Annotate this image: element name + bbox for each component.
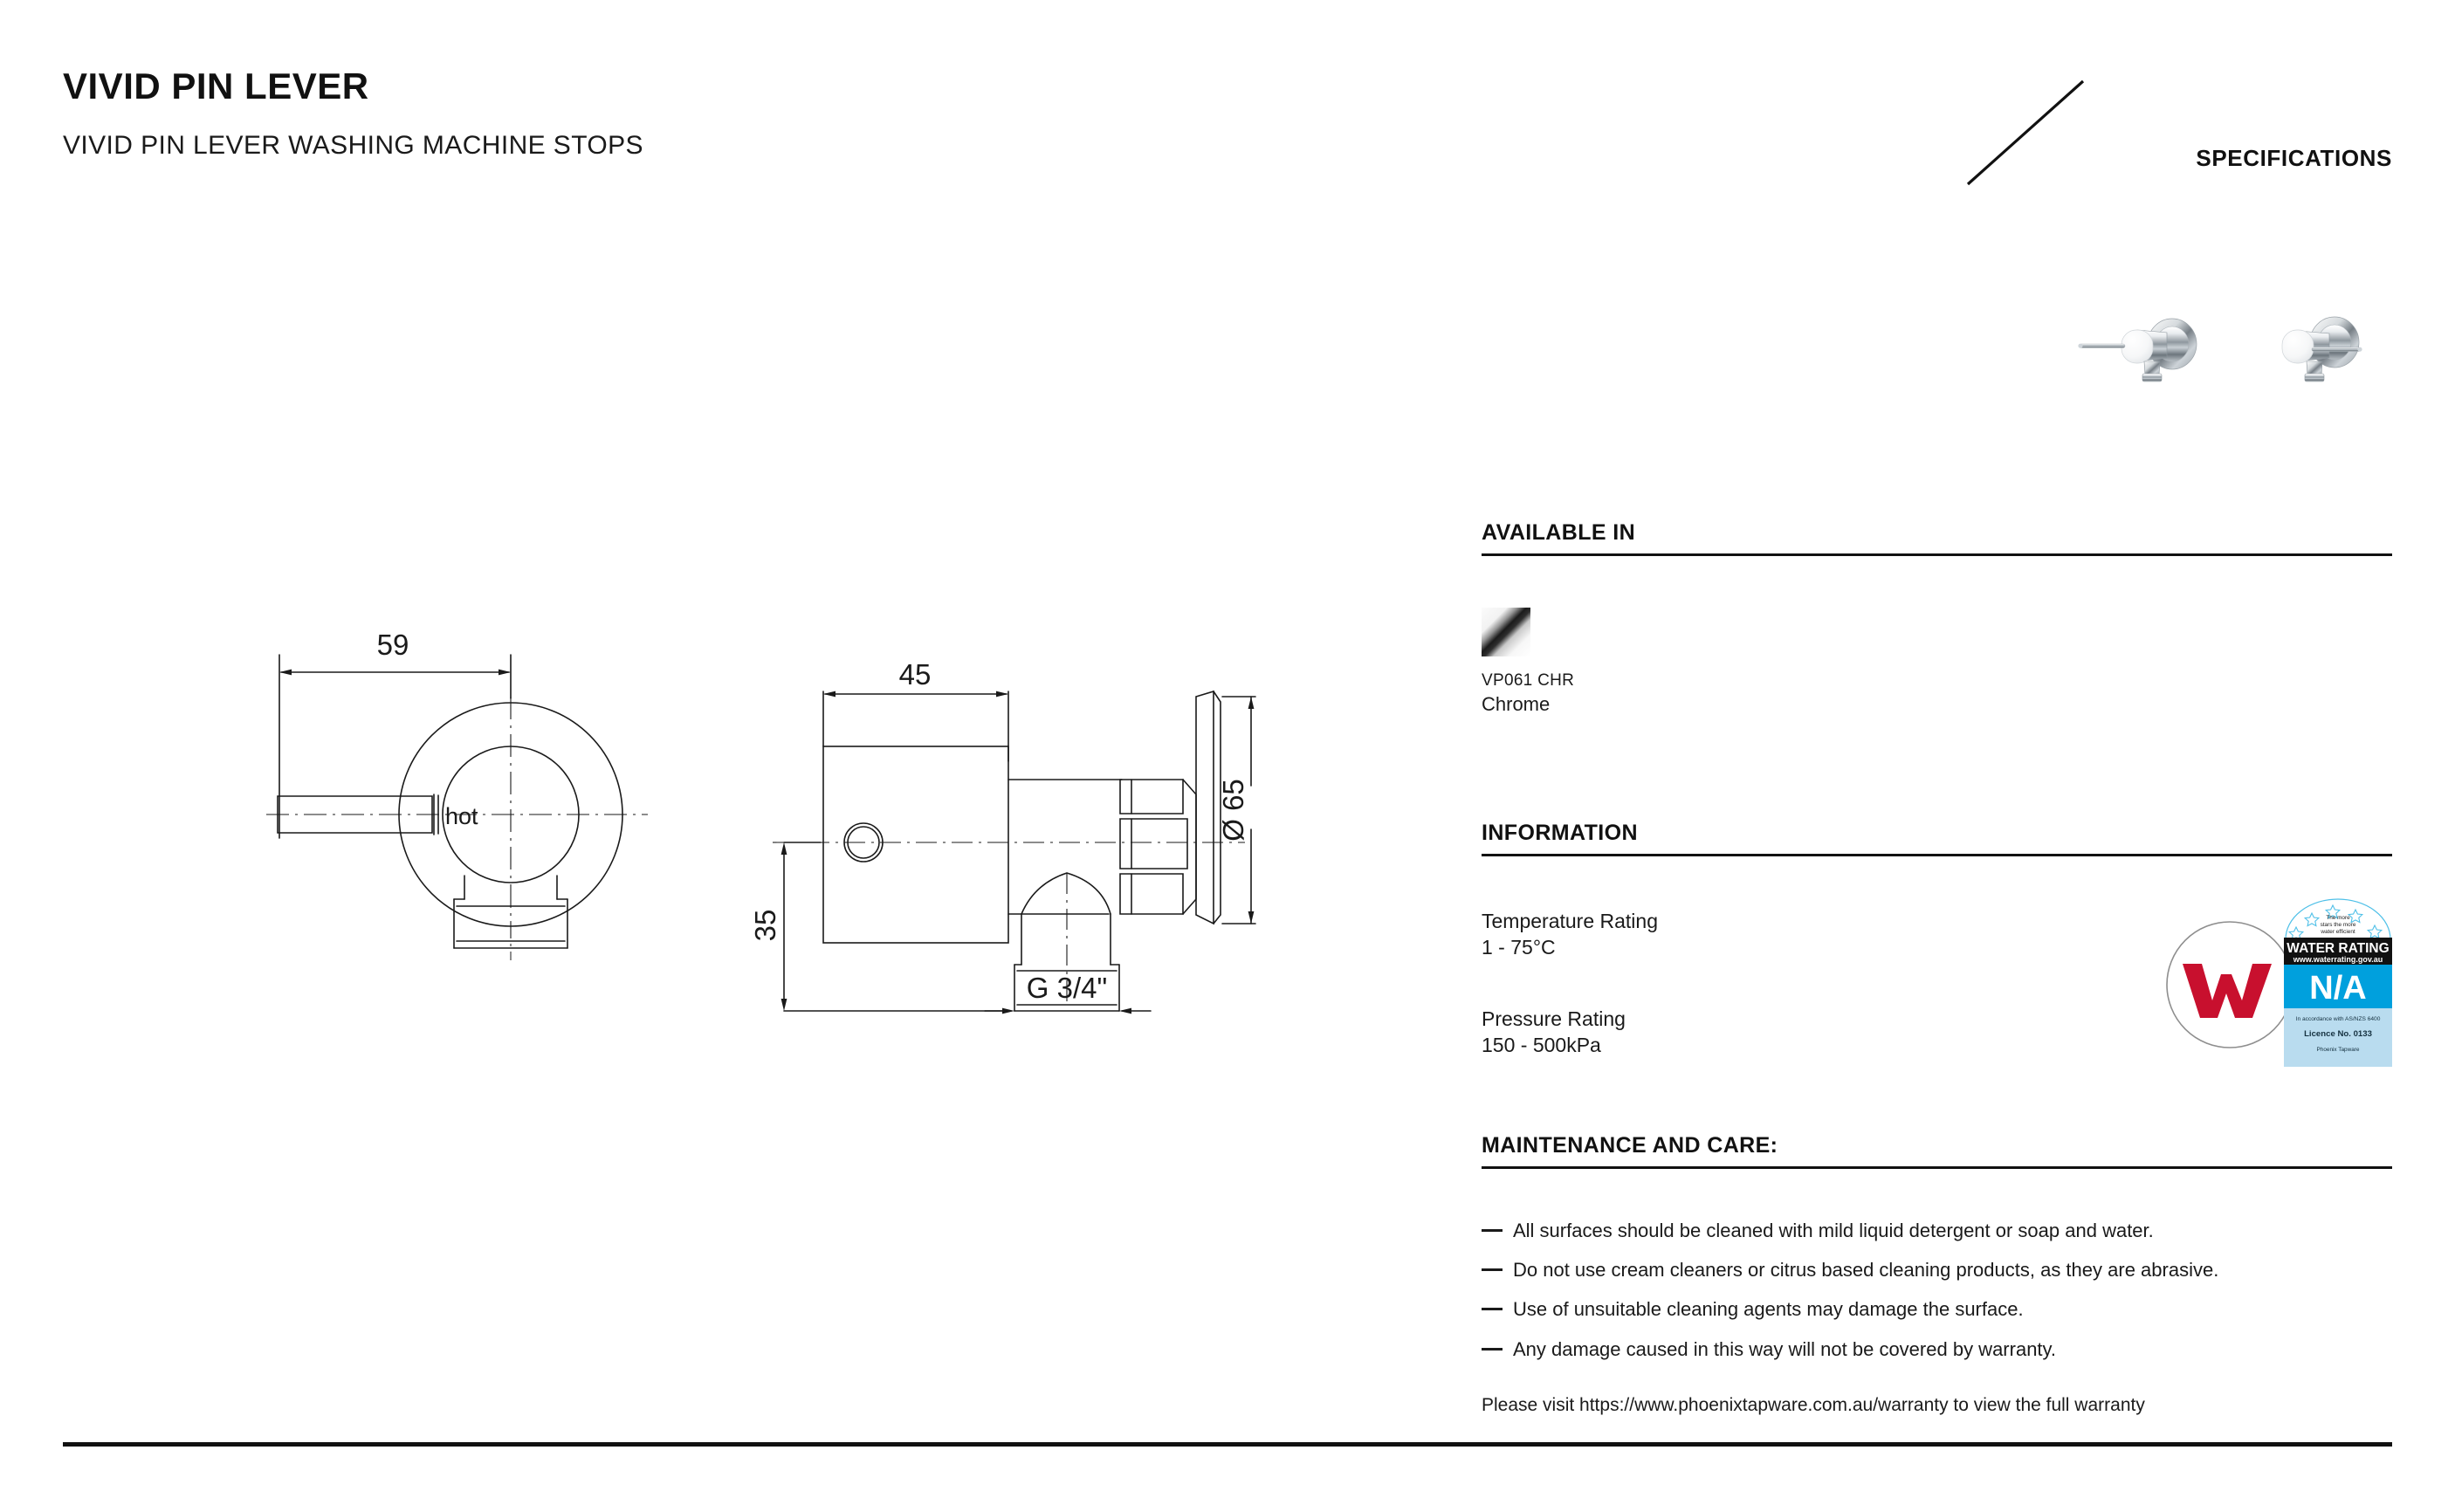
side-elevation-drawing [749, 658, 1301, 1021]
maintenance-text: Use of unsuitable cleaning agents may damage the surface. [1513, 1298, 2024, 1321]
dash-bullet-icon [1482, 1268, 1503, 1271]
maintenance-section [1482, 1133, 2392, 1169]
front-elevation-drawing [131, 602, 742, 1039]
handle-marking-hot: hot [445, 803, 478, 829]
footer-divider [63, 1442, 2392, 1447]
finish-option-chrome[interactable] [1482, 608, 1574, 716]
maintenance-heading: MAINTENANCE AND CARE: [1482, 1133, 1778, 1158]
svg-text:Phoenix Tapware: Phoenix Tapware [2316, 1047, 2360, 1053]
svg-text:stars the more: stars the more [2320, 922, 2356, 928]
diagonal-slash-icon [1964, 74, 2087, 188]
available-in-heading: AVAILABLE IN [1482, 520, 1636, 545]
spec-pressure-rating [1482, 1006, 1626, 1059]
chrome-swatch[interactable] [1482, 608, 1530, 656]
information-heading: INFORMATION [1482, 821, 1638, 845]
maintenance-text: All surfaces should be cleaned with mild liquid detergent or soap and water. [1513, 1220, 2154, 1241]
information-section [1482, 821, 2392, 856]
svg-text:In accordance with AS/NZS 6400: In accordance with AS/NZS 6400 [2295, 1016, 2381, 1022]
section-divider [1482, 553, 2392, 556]
dash-bullet-icon [1482, 1229, 1503, 1232]
dash-bullet-icon [1482, 1308, 1503, 1310]
finish-name: Chrome [1482, 693, 1551, 716]
product-photo-left [2069, 304, 2218, 417]
page-subtitle: VIVID PIN LEVER WASHING MACHINE STOPS [63, 131, 643, 160]
dim-label-depth: 45 [898, 658, 932, 691]
section-divider [1482, 854, 2392, 856]
maintenance-list [1482, 1220, 2407, 1378]
page-title: VIVID PIN LEVER [63, 65, 369, 107]
svg-text:water efficient: water efficient [2321, 929, 2355, 935]
product-photo-right [2244, 304, 2392, 417]
maintenance-text: Any damage caused in this way will not be covered by warranty. [1513, 1337, 2057, 1360]
dim-label-thread: G 3/4" [1026, 972, 1108, 1004]
list-item [1482, 1260, 2407, 1281]
list-item [1482, 1339, 2407, 1360]
warranty-note: Please visit https://www.phoenixtapware.com.au/warranty to view the full warranty [1482, 1395, 2145, 1415]
certification-logos [2165, 901, 2401, 1067]
svg-text:Licence No. 0133: Licence No. 0133 [2304, 1029, 2372, 1039]
spec-value: 150 - 500kPa [1482, 1034, 1601, 1057]
spec-label: Temperature Rating [1482, 910, 1658, 932]
document-type-label: SPECIFICATIONS [2196, 145, 2392, 171]
svg-text:The more: The more [2326, 915, 2350, 921]
list-item [1482, 1299, 2407, 1320]
wels-water-rating-label [2284, 901, 2392, 1067]
svg-text:WATER RATING: WATER RATING [2287, 941, 2390, 956]
watermark-logo [2165, 920, 2294, 1049]
section-divider [1482, 1166, 2392, 1169]
list-item [1482, 1220, 2407, 1241]
spec-temperature-rating [1482, 908, 1658, 961]
finish-code: VP061 CHR [1482, 671, 1575, 690]
spec-value: 1 - 75°C [1482, 936, 1556, 959]
maintenance-text: Do not use cream cleaners or citrus based cleaning products, as they are abrasive. [1513, 1259, 2219, 1282]
spec-label: Pressure Rating [1482, 1007, 1626, 1030]
available-in-section [1482, 520, 2392, 556]
svg-text:N/A: N/A [2309, 970, 2367, 1007]
dim-label-height: 35 [749, 909, 781, 942]
dim-label-width: 59 [376, 629, 409, 661]
dim-label-diameter: Ø 65 [1217, 779, 1249, 842]
svg-text:www.waterrating.gov.au: www.waterrating.gov.au [2293, 955, 2383, 964]
dash-bullet-icon [1482, 1348, 1503, 1350]
